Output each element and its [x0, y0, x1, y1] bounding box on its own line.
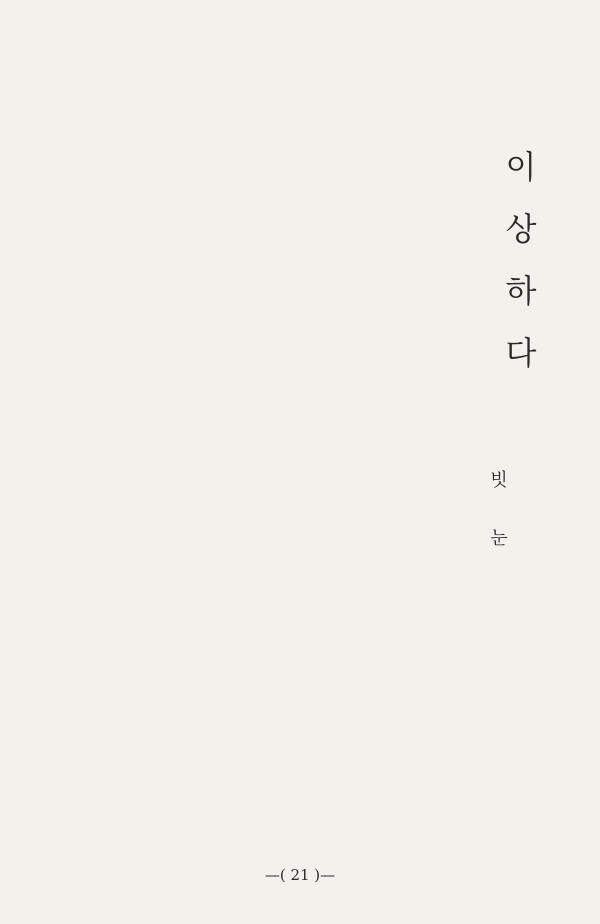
- text-column: [264, 470, 282, 850]
- text-column: [287, 470, 305, 850]
- page-number: —( 21 )—: [264, 866, 336, 884]
- text-column: [261, 60, 279, 440]
- text-column: [241, 470, 259, 850]
- text-column: [149, 470, 167, 850]
- text-column: [123, 60, 141, 440]
- text-column: [126, 470, 144, 850]
- text-column: [448, 60, 466, 440]
- text-column: [172, 470, 190, 850]
- text-column: [425, 470, 443, 850]
- text-column: [330, 60, 348, 440]
- author-byline: 빗눈: [487, 470, 508, 586]
- text-column: [146, 60, 164, 440]
- page-title: 이상하다: [500, 150, 538, 398]
- text-column: [356, 60, 374, 440]
- text-column: [103, 470, 121, 850]
- text-column: [192, 60, 210, 440]
- text-column: [425, 60, 443, 440]
- text-column: [80, 470, 98, 850]
- text-column: [57, 470, 75, 850]
- text-column: [77, 60, 95, 440]
- text-column: [402, 470, 420, 850]
- text-column: [238, 60, 256, 440]
- text-column: [215, 60, 233, 440]
- text-column: [218, 470, 236, 850]
- text-column: [100, 60, 118, 440]
- text-column: [284, 60, 302, 440]
- text-column: [448, 470, 466, 850]
- text-column: [333, 470, 351, 850]
- text-column: [54, 60, 72, 440]
- text-column: [195, 470, 213, 850]
- text-column: [169, 60, 187, 440]
- text-column: [307, 60, 325, 440]
- text-column: [402, 60, 420, 440]
- text-column: [379, 470, 397, 850]
- text-column: [310, 470, 328, 850]
- text-column: [379, 60, 397, 440]
- text-column: [356, 470, 374, 850]
